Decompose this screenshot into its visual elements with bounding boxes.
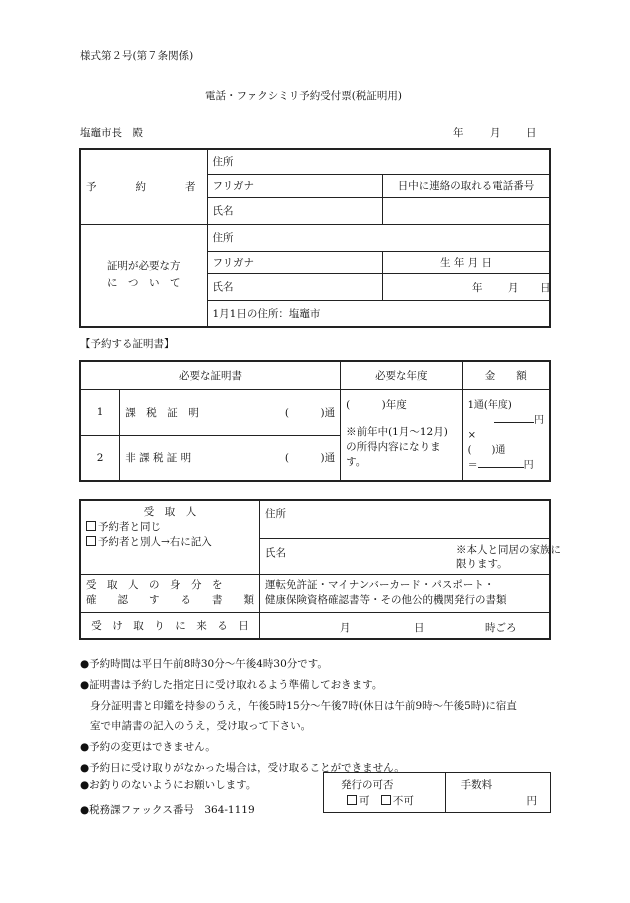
subject-birth-label: 生 年 月 日 bbox=[383, 251, 551, 273]
receiver-name-note: ※本人と同居の家族に限ります。 bbox=[456, 543, 561, 570]
pickup-table bbox=[79, 499, 561, 640]
issue-fee[interactable]: 手数料 円 bbox=[445, 773, 550, 813]
reserver-name[interactable]: 氏名 bbox=[207, 197, 383, 224]
form-number: 様式第２号(第７条関係) bbox=[80, 50, 194, 62]
note-no-pickup: ●予約日に受け取りがなかった場合は，受け取ることができません。 bbox=[80, 762, 405, 774]
birth-year: 年 bbox=[472, 281, 483, 294]
year-note: ※前年中(1月～12月)の所得内容になります。 bbox=[346, 425, 448, 468]
note-hours: ●予約時間は平日午前8時30分～午後4時30分です。 bbox=[80, 658, 328, 670]
subject-jan1-address[interactable]: 1月1日の住所：塩竈市 bbox=[207, 300, 550, 327]
issue-ng-checkbox[interactable]: 不可 bbox=[381, 795, 414, 807]
subject-birthdate[interactable] bbox=[383, 273, 551, 300]
receiver-name[interactable]: 氏名 ※本人と同居の家族に限ります。 bbox=[260, 538, 551, 574]
cert-row-no: 2 bbox=[80, 435, 120, 481]
reserver-label: 予 約 者 bbox=[80, 149, 207, 224]
opt-same-checkbox[interactable]: 予約者と同じ bbox=[86, 520, 254, 535]
reservation-table bbox=[79, 148, 551, 328]
date-month: 月 bbox=[490, 127, 501, 139]
reserver-phone-label: 日中に連絡の取れる電話番号 bbox=[383, 174, 551, 197]
birth-month: 月 bbox=[508, 281, 519, 294]
opt-other-checkbox[interactable]: 予約者と別人→右に記入 bbox=[86, 535, 254, 550]
certs-section-label: 【予約する証明書】 bbox=[80, 338, 175, 350]
birth-day: 日 bbox=[540, 281, 551, 294]
cert-row-nontax[interactable]: 非 課 税 証 明 ( )通 bbox=[120, 435, 341, 481]
id-docs-label: 受 取 人 の 身 分 を 確 認 す る 書 類 bbox=[80, 574, 260, 612]
col-required: 必要な証明書 bbox=[80, 361, 341, 389]
pickup-day-label: 受 け 取 り に 来 る 日 bbox=[80, 612, 260, 639]
col-fee: 金 額 bbox=[462, 361, 550, 389]
receiver-address[interactable]: 住所 bbox=[260, 500, 551, 538]
form-title: 電話・ファクシミリ予約受付票(税証明用) bbox=[205, 90, 402, 102]
reserver-furigana[interactable]: フリガナ bbox=[207, 174, 383, 197]
note-fax: ●税務課ファックス番号 364-1119 bbox=[80, 804, 255, 816]
cert-row-tax[interactable]: 課 税 証 明 ( )通 bbox=[120, 389, 341, 435]
year-cell[interactable]: ( )年度 ※前年中(1月～12月)の所得内容になります。 bbox=[341, 389, 462, 481]
subject-address[interactable]: 住所 bbox=[207, 224, 550, 251]
note-bring-id: 身分証明書と印鑑を持参のうえ，午後5時15分～午後7時(休日は午前9時～午後5時)に宿直 bbox=[90, 700, 517, 712]
note-exact-change: ●お釣りのないようにお願いします。 bbox=[80, 779, 257, 791]
issue-approval: 発行の可否 可 不可 bbox=[324, 773, 446, 813]
addressee: 塩竈市長 殿 bbox=[80, 127, 143, 139]
id-docs-list: 運転免許証・マイナンバーカード・パスポート・ 健康保険資格確認書等・その他公的機関発行の書類 bbox=[260, 574, 551, 612]
subject-label: 証明が必要な方 に つ い て bbox=[80, 224, 207, 327]
note-nightdesk: 室で申請書の記入のうえ，受け取って下さい。 bbox=[90, 720, 312, 732]
cert-row-no: 1 bbox=[80, 389, 120, 435]
subject-furigana[interactable]: フリガナ bbox=[207, 251, 383, 273]
fee-cell[interactable]: 1通(年度) 円 × ( )通 ＝ 円 bbox=[462, 389, 550, 481]
certificates-table bbox=[79, 360, 551, 482]
note-no-change: ●予約の変更はできません。 bbox=[80, 741, 216, 753]
subject-name[interactable]: 氏名 bbox=[207, 273, 383, 300]
date-day: 日 bbox=[526, 127, 537, 139]
reserver-phone-field[interactable] bbox=[383, 197, 551, 224]
pickup-day-field[interactable]: 月 日 時ごろ bbox=[260, 612, 551, 639]
issue-box bbox=[323, 772, 551, 813]
date-year: 年 bbox=[453, 127, 464, 139]
issue-ok-checkbox[interactable]: 可 bbox=[347, 795, 370, 807]
reserver-address[interactable]: 住所 bbox=[207, 149, 550, 174]
note-prepare: ●証明書は予約した指定日に受け取れるよう準備しておきます。 bbox=[80, 679, 383, 691]
col-year: 必要な年度 bbox=[341, 361, 462, 389]
receiver-cell: 受 取 人 予約者と同じ 予約者と別人→右に記入 bbox=[80, 500, 260, 574]
